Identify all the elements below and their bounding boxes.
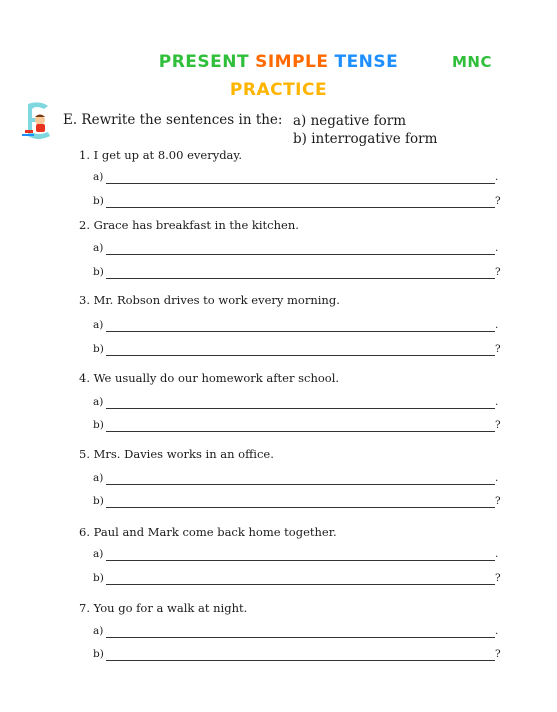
form-option-negative: a) negative form — [293, 113, 407, 129]
answer-label: a) — [93, 396, 104, 408]
answer-line[interactable] — [106, 507, 495, 508]
answer-6b[interactable] — [93, 572, 503, 586]
answer-1a[interactable] — [93, 171, 503, 185]
answer-label: b) — [93, 419, 104, 431]
answer-end-mark: ? — [495, 343, 501, 355]
question-7: 7. You go for a walk at night. — [79, 601, 248, 615]
answer-label: b) — [93, 572, 104, 584]
answer-end-mark: ? — [495, 419, 501, 431]
answer-line[interactable] — [106, 584, 495, 585]
question-3: 3. Mr. Robson drives to work every morning. — [79, 293, 340, 307]
answer-end-mark: ? — [495, 648, 501, 660]
answer-7a[interactable] — [93, 625, 503, 639]
worksheet-subtitle: PRACTICE — [229, 80, 328, 100]
answer-3a[interactable] — [93, 319, 503, 333]
answer-line[interactable] — [106, 660, 495, 661]
answer-label: b) — [93, 195, 104, 207]
answer-label: a) — [93, 242, 104, 254]
answer-3b[interactable] — [93, 343, 503, 357]
answer-end-mark: ? — [495, 572, 501, 584]
author-tag: MNC — [452, 53, 492, 71]
answer-4a[interactable] — [93, 396, 503, 410]
letter-e-child-icon — [20, 100, 56, 144]
answer-line[interactable] — [106, 331, 495, 332]
answer-label: b) — [93, 648, 104, 660]
answer-line[interactable] — [106, 207, 495, 208]
answer-label: a) — [93, 319, 104, 331]
answer-label: b) — [93, 266, 104, 278]
answer-end-mark: ? — [495, 495, 501, 507]
answer-2b[interactable] — [93, 266, 503, 280]
question-4: 4. We usually do our homework after school. — [79, 371, 340, 385]
answer-5a[interactable] — [93, 472, 503, 486]
answer-label: a) — [93, 472, 104, 484]
form-options — [293, 112, 437, 148]
question-5: 5. Mrs. Davies works in an office. — [79, 447, 274, 461]
answer-line[interactable] — [106, 431, 495, 432]
answer-line[interactable] — [106, 560, 495, 561]
answer-line[interactable] — [106, 484, 495, 485]
answer-end-mark: . — [495, 625, 499, 637]
question-6: 6. Paul and Mark come back home together. — [79, 525, 337, 539]
title-word-present: PRESENT — [158, 52, 250, 72]
answer-line[interactable] — [106, 408, 495, 409]
answer-end-mark: . — [495, 396, 499, 408]
question-2: 2. Grace has breakfast in the kitchen. — [79, 218, 299, 232]
answer-label: a) — [93, 171, 104, 183]
answer-line[interactable] — [106, 278, 495, 279]
answer-end-mark: . — [495, 548, 499, 560]
answer-2a[interactable] — [93, 242, 503, 256]
answer-1b[interactable] — [93, 195, 503, 209]
answer-4b[interactable] — [93, 419, 503, 433]
answer-end-mark: . — [495, 319, 499, 331]
instruction-text: E. Rewrite the sentences in the: — [63, 112, 283, 128]
answer-line[interactable] — [106, 254, 495, 255]
question-1: 1. I get up at 8.00 everyday. — [79, 148, 243, 162]
form-option-interrogative: b) interrogative form — [293, 131, 438, 147]
answer-5b[interactable] — [93, 495, 503, 509]
answer-6a[interactable] — [93, 548, 503, 562]
answer-end-mark: . — [495, 242, 499, 254]
answer-end-mark: ? — [495, 266, 501, 278]
title-word-simple: SIMPLE — [255, 52, 329, 72]
answer-end-mark: . — [495, 171, 499, 183]
answer-label: b) — [93, 495, 104, 507]
answer-label: a) — [93, 625, 104, 637]
answer-line[interactable] — [106, 637, 495, 638]
answer-line[interactable] — [106, 355, 495, 356]
answer-7b[interactable] — [93, 648, 503, 662]
answer-label: b) — [93, 343, 104, 355]
title-word-tense: TENSE — [334, 52, 399, 72]
answer-line[interactable] — [106, 183, 495, 184]
answer-end-mark: ? — [495, 195, 501, 207]
answer-label: a) — [93, 548, 104, 560]
answer-end-mark: . — [495, 472, 499, 484]
